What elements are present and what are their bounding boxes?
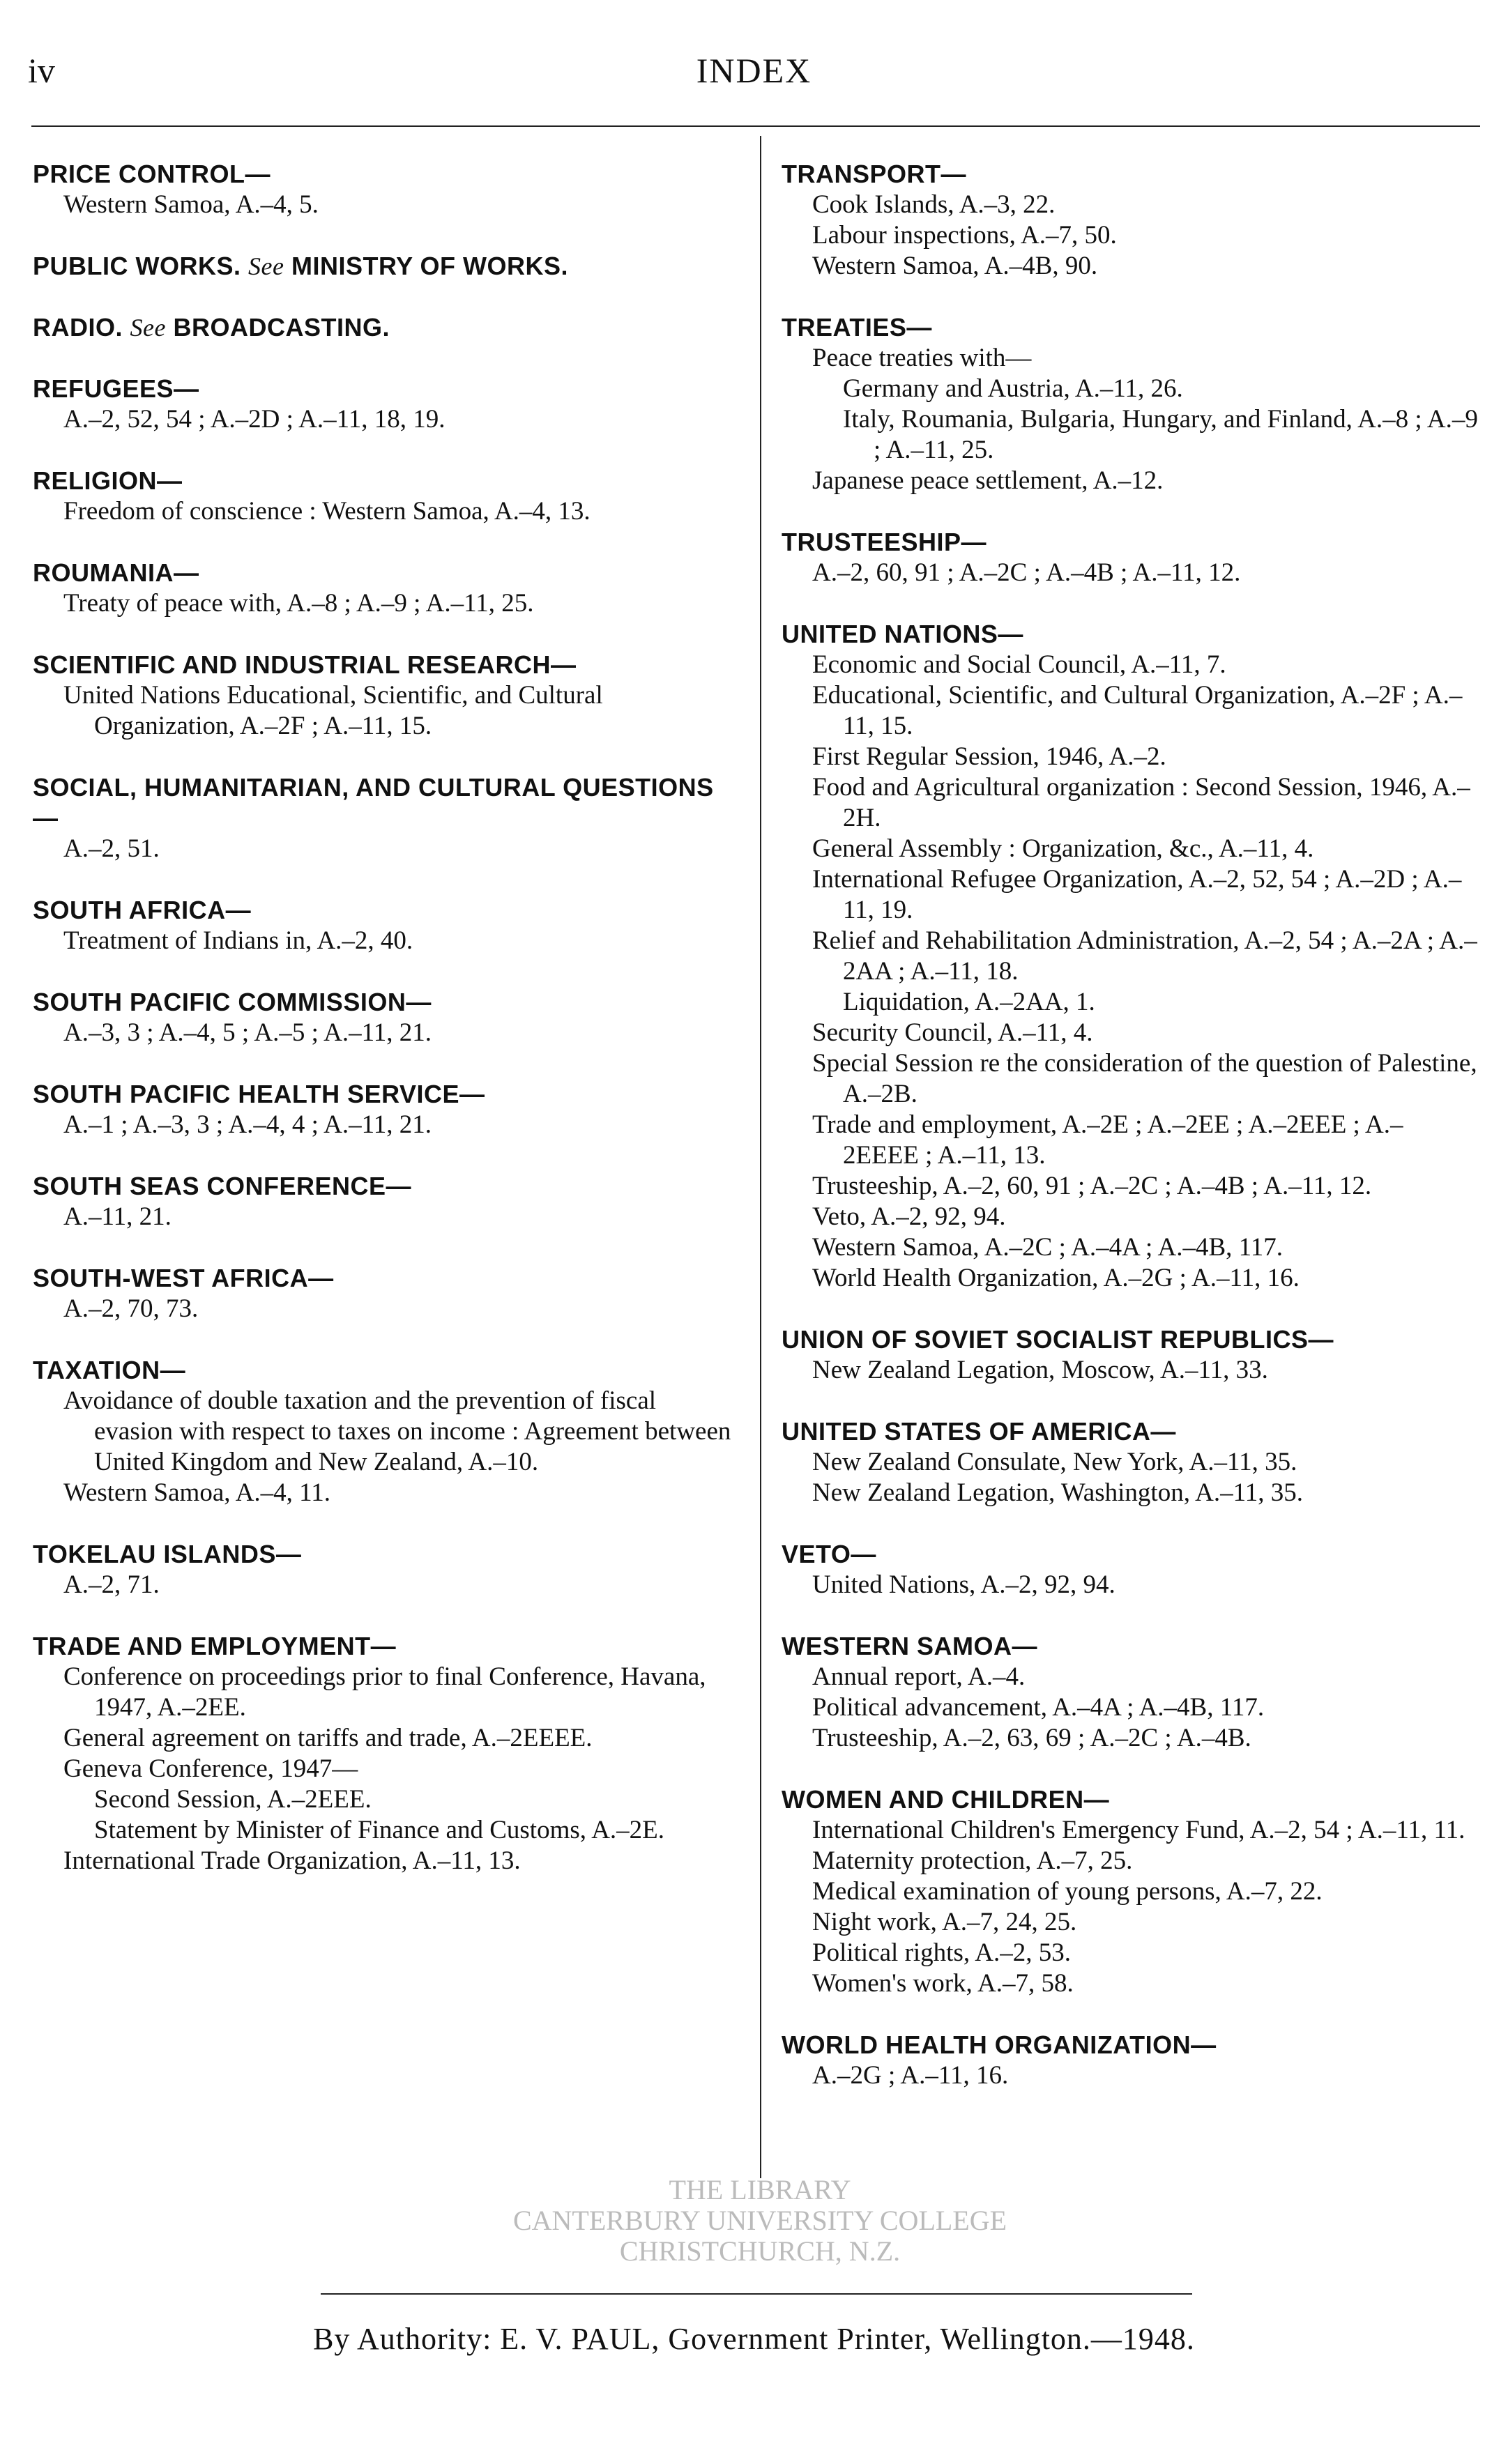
entry-heading-text: TAXATION— xyxy=(33,1356,186,1384)
entry-line: A.–2, 51. xyxy=(63,834,160,863)
index-entry xyxy=(782,1324,1479,1386)
entry-line: International Trade Organization, A.–11, 13. xyxy=(63,1846,521,1875)
entry-heading-text: REFUGEES— xyxy=(33,374,199,403)
entry-line: A.–2, 52, 54 ; A.–2D ; A.–11, 18, 19. xyxy=(63,405,445,434)
index-entry xyxy=(33,312,737,343)
entry-heading-text: SOUTH PACIFIC HEALTH SERVICE— xyxy=(33,1080,485,1108)
entry-line: Political rights, A.–2, 53. xyxy=(812,1938,1072,1967)
entry-line: Cook Islands, A.–3, 22. xyxy=(812,190,1056,219)
index-entry xyxy=(33,466,737,527)
entry-line: New Zealand Consulate, New York, A.–11, 35. xyxy=(812,1448,1297,1476)
entry-line: Security Council, A.–11, 4. xyxy=(812,1018,1093,1047)
entry-line: Treaty of peace with, A.–8 ; A.–9 ; A.–11, 25. xyxy=(63,589,534,618)
entry-heading xyxy=(782,312,1479,343)
entry-heading-text: UNITED NATIONS— xyxy=(782,620,1023,648)
entry-line: General agreement on tariffs and trade, A.–2EEEE. xyxy=(63,1724,593,1752)
left-column xyxy=(33,159,737,1907)
entry-line: Maternity protection, A.–7, 25. xyxy=(812,1846,1133,1875)
entry-heading-text: TRANSPORT— xyxy=(782,160,966,188)
entry-subline: Germany and Austria, A.–11, 26. xyxy=(843,374,1183,403)
see-reference-label: See xyxy=(130,314,166,342)
entry-heading-text: UNION OF SOVIET SOCIALIST REPUBLICS— xyxy=(782,1325,1334,1354)
index-entry xyxy=(33,650,737,742)
entry-line: A.–11, 21. xyxy=(63,1202,172,1231)
entry-heading-text: SOUTH SEAS CONFERENCE— xyxy=(33,1172,412,1200)
entry-line: Veto, A.–2, 92, 94. xyxy=(812,1202,1006,1231)
entry-heading xyxy=(33,1171,737,1202)
entry-heading xyxy=(33,987,737,1018)
entry-heading xyxy=(782,527,1479,558)
index-entry xyxy=(33,374,737,435)
entry-line: Political advancement, A.–4A ; A.–4B, 117. xyxy=(812,1693,1265,1722)
entry-line: Avoidance of double taxation and the prevention of fiscal evasion with respect to taxes on income : Agreement between United Kingdom and New Zealand, A.–10. xyxy=(63,1386,731,1476)
entry-line: Annual report, A.–4. xyxy=(812,1662,1026,1691)
entry-line: Relief and Rehabilitation Administration, A.–2, 54 ; A.–2A ; A.–2AA ; A.–11, 18. xyxy=(812,926,1477,986)
index-entry xyxy=(782,1416,1479,1508)
index-entry xyxy=(33,772,737,864)
entry-heading xyxy=(33,1263,737,1294)
entry-heading-text: WESTERN SAMOA— xyxy=(782,1632,1037,1660)
entry-line: A.–1 ; A.–3, 3 ; A.–4, 4 ; A.–11, 21. xyxy=(63,1110,432,1139)
entry-subline: Statement by Minister of Finance and Customs, A.–2E. xyxy=(94,1816,665,1844)
entry-line: Trade and employment, A.–2E ; A.–2EE ; A.–2EEE ; A.–2EEEE ; A.–11, 13. xyxy=(812,1110,1403,1170)
stamp-line: CANTERBURY UNIVERSITY COLLEGE xyxy=(512,2205,1007,2236)
index-entry xyxy=(782,1539,1479,1600)
index-entry xyxy=(33,987,737,1048)
index-entry xyxy=(33,1631,737,1876)
entry-line: Night work, A.–7, 24, 25. xyxy=(812,1908,1077,1936)
see-reference-target: BROADCASTING. xyxy=(173,313,390,342)
entry-heading xyxy=(33,159,737,190)
entry-line: International Refugee Organization, A.–2, 52, 54 ; A.–2D ; A.–11, 19. xyxy=(812,865,1462,924)
entry-line: Western Samoa, A.–4, 5. xyxy=(63,190,319,219)
entry-heading xyxy=(33,650,737,680)
entry-heading-text: PRICE CONTROL— xyxy=(33,160,271,188)
entry-line: A.–3, 3 ; A.–4, 5 ; A.–5 ; A.–11, 21. xyxy=(63,1018,432,1047)
entry-line: Medical examination of young persons, A.–7, 22. xyxy=(812,1877,1323,1906)
entry-heading xyxy=(782,2030,1479,2060)
entry-line: Trusteeship, A.–2, 63, 69 ; A.–2C ; A.–4B. xyxy=(812,1724,1251,1752)
stamp-line: CHRISTCHURCH, N.Z. xyxy=(619,2235,901,2267)
entry-line: Peace treaties with— xyxy=(812,344,1032,372)
index-entry xyxy=(33,1539,737,1600)
entry-line: Special Session re the consideration of the question of Palestine, A.–2B. xyxy=(812,1049,1477,1108)
entry-heading-text: TOKELAU ISLANDS— xyxy=(33,1540,302,1568)
entry-heading xyxy=(782,1324,1479,1355)
page-title: INDEX xyxy=(696,51,812,90)
index-entry xyxy=(33,1079,737,1140)
entry-heading xyxy=(33,1539,737,1570)
index-entry xyxy=(782,619,1479,1294)
entry-line: Western Samoa, A.–4B, 90. xyxy=(812,252,1098,280)
entry-line: World Health Organization, A.–2G ; A.–11, 16. xyxy=(812,1264,1300,1292)
entry-heading-text: SOCIAL, HUMANITARIAN, AND CULTURAL QUESTIONS— xyxy=(33,773,714,832)
entry-heading-text: ROUMANIA— xyxy=(33,558,199,587)
entry-heading xyxy=(33,374,737,404)
see-reference-label: See xyxy=(248,252,284,280)
entry-line: A.–2, 60, 91 ; A.–2C ; A.–4B ; A.–11, 12. xyxy=(812,558,1241,587)
entry-heading-text: TREATIES— xyxy=(782,313,932,342)
entry-line: Women's work, A.–7, 58. xyxy=(812,1969,1074,1998)
entry-line: United Nations Educational, Scientific, and Cultural Organization, A.–2F ; A.–11, 15. xyxy=(63,681,603,740)
index-entry xyxy=(782,1631,1479,1754)
entry-heading xyxy=(33,772,737,834)
entry-line: Economic and Social Council, A.–11, 7. xyxy=(812,650,1226,679)
entry-line: Freedom of conscience : Western Samoa, A.–4, 13. xyxy=(63,497,591,526)
index-entry xyxy=(782,312,1479,496)
entry-heading xyxy=(33,251,737,282)
entry-line: Western Samoa, A.–2C ; A.–4A ; A.–4B, 117. xyxy=(812,1233,1284,1262)
page-number: iv xyxy=(28,51,55,90)
entry-line: Geneva Conference, 1947— xyxy=(63,1754,358,1783)
entry-line: New Zealand Legation, Moscow, A.–11, 33. xyxy=(812,1356,1268,1384)
entry-heading-text: TRUSTEESHIP— xyxy=(782,528,987,556)
entry-line: New Zealand Legation, Washington, A.–11, 35. xyxy=(812,1478,1303,1507)
index-entry xyxy=(33,159,737,220)
entry-line: Conference on proceedings prior to final Conference, Havana, 1947, A.–2EE. xyxy=(63,1662,706,1722)
footer-rule xyxy=(321,2293,1192,2295)
entry-heading-text: SCIENTIFIC AND INDUSTRIAL RESEARCH— xyxy=(33,650,577,679)
entry-line: First Regular Session, 1946, A.–2. xyxy=(812,742,1166,771)
entry-heading-text: WORLD HEALTH ORGANIZATION— xyxy=(782,2030,1217,2059)
entry-line: Treatment of Indians in, A.–2, 40. xyxy=(63,926,413,955)
entry-subline: Italy, Roumania, Bulgaria, Hungary, and Finland, A.–8 ; A.–9 ; A.–11, 25. xyxy=(843,405,1478,464)
entry-heading-text: RADIO. xyxy=(33,313,123,342)
entry-heading xyxy=(782,1631,1479,1662)
entry-heading xyxy=(782,619,1479,650)
entry-heading-text: SOUTH AFRICA— xyxy=(33,896,252,924)
library-stamp xyxy=(446,2175,1074,2272)
entry-line: Educational, Scientific, and Cultural Organization, A.–2F ; A.–11, 15. xyxy=(812,681,1463,740)
entry-line: Western Samoa, A.–4, 11. xyxy=(63,1478,331,1507)
entry-heading xyxy=(782,159,1479,190)
index-entry xyxy=(33,895,737,956)
index-entry xyxy=(782,159,1479,282)
entry-line: A.–2G ; A.–11, 16. xyxy=(812,2061,1009,2090)
index-entry xyxy=(33,1171,737,1232)
see-reference-target: MINISTRY OF WORKS. xyxy=(291,252,569,280)
entry-subline: Liquidation, A.–2AA, 1. xyxy=(843,988,1095,1016)
entry-heading-text: UNITED STATES OF AMERICA— xyxy=(782,1417,1176,1446)
entry-line: United Nations, A.–2, 92, 94. xyxy=(812,1570,1115,1599)
index-entry xyxy=(782,2030,1479,2091)
right-column xyxy=(782,159,1479,2122)
entry-heading xyxy=(33,558,737,588)
entry-heading-text: PUBLIC WORKS. xyxy=(33,252,241,280)
page-header xyxy=(28,50,1480,99)
entry-line: International Children's Emergency Fund, A.–2, 54 ; A.–11, 11. xyxy=(812,1816,1465,1844)
index-entry xyxy=(33,558,737,619)
column-divider xyxy=(760,136,761,2178)
imprint-footer: By Authority: E. V. PAUL, Government Printer, Wellington.—1948. xyxy=(313,2322,1195,2356)
entry-heading xyxy=(782,1539,1479,1570)
entry-line: General Assembly : Organization, &c., A.–11, 4. xyxy=(812,834,1314,863)
index-entry xyxy=(33,1355,737,1508)
entry-line: Trusteeship, A.–2, 60, 91 ; A.–2C ; A.–4B ; A.–11, 12. xyxy=(812,1172,1372,1200)
entry-line: Food and Agricultural organization : Second Session, 1946, A.–2H. xyxy=(812,773,1470,832)
stamp-line: THE LIBRARY xyxy=(669,2174,851,2205)
entry-heading xyxy=(33,1079,737,1110)
entry-heading xyxy=(33,466,737,496)
entry-heading xyxy=(782,1784,1479,1815)
entry-line: A.–2, 71. xyxy=(63,1570,160,1599)
entry-heading-text: WOMEN AND CHILDREN— xyxy=(782,1785,1110,1814)
index-entry xyxy=(33,1263,737,1324)
entry-heading xyxy=(33,312,737,343)
entry-subline: Second Session, A.–2EEE. xyxy=(94,1785,372,1814)
entry-heading xyxy=(33,895,737,926)
entry-heading xyxy=(33,1631,737,1662)
entry-heading xyxy=(33,1355,737,1386)
entry-line: A.–2, 70, 73. xyxy=(63,1294,199,1323)
entry-heading xyxy=(782,1416,1479,1447)
index-entry xyxy=(782,1784,1479,1999)
entry-line: Labour inspections, A.–7, 50. xyxy=(812,221,1117,250)
entry-line: Japanese peace settlement, A.–12. xyxy=(812,466,1164,495)
index-entry xyxy=(782,527,1479,588)
entry-heading-text: SOUTH-WEST AFRICA— xyxy=(33,1264,334,1292)
entry-heading-text: SOUTH PACIFIC COMMISSION— xyxy=(33,988,432,1016)
header-rule xyxy=(31,125,1480,127)
entry-heading-text: TRADE AND EMPLOYMENT— xyxy=(33,1632,397,1660)
index-entry xyxy=(33,251,737,282)
entry-heading-text: RELIGION— xyxy=(33,466,183,495)
entry-heading-text: VETO— xyxy=(782,1540,876,1568)
